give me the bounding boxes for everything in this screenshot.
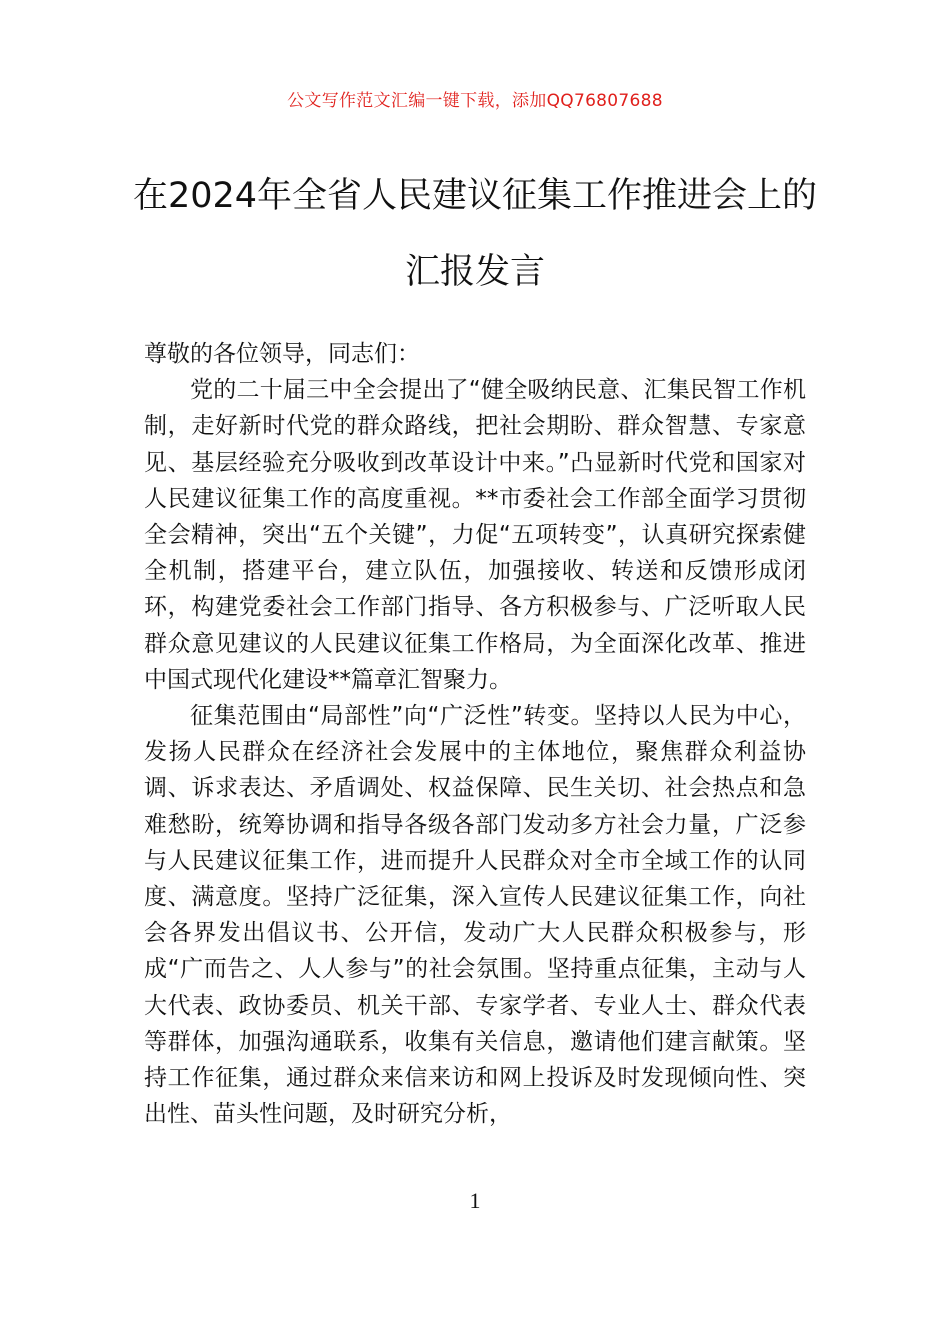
body-paragraph: 征集范围由“局部性”向“广泛性”转变。坚持以人民为中心，发扬人民群众在经济社会发展中的主体地位，聚焦群众利益协调、诉求表达、矛盾调处、权益保障、民生关切、社会热点和急难愁盼，统筹协调和指导各级各部门发动多方社会力量，广泛参与人民建议征集工作，进而提升人民群众对全市全域工作的认同度、满意度。坚持广泛征集，深入宣传人民建议征集工作，向社会各界发出倡议书、公开信，发动广大人民群众积极参与，形成“广而告之、人人参与”的社会氛围。坚持重点征集，主动与人大代表、政协委员、机关干部、专家学者、专业人士、群众代表等群体，加强沟通联系，收集有关信息，邀请他们建言献策。坚持工作征集，通过群众来信来访和网上投诉及时发现倾向性、突出性、苗头性问题，及时研究分析，: [144, 703, 806, 1128]
document-title: 在2024年全省人民建议征集工作推进会上的汇报发言: [132, 176, 818, 292]
salutation: 尊敬的各位领导，同志们：: [144, 341, 420, 367]
page-number: 1: [469, 1188, 481, 1213]
document-body: [144, 336, 806, 1132]
download-promo-note: 公文写作范文汇编一键下载，添加QQ76807688: [287, 91, 663, 111]
body-paragraph: 党的二十届三中全会提出了“健全吸纳民意、汇集民智工作机制，走好新时代党的群众路线，把社会期盼、群众智慧、专家意见、基层经验充分吸收到改革设计中来。”凸显新时代党和国家对人民建议征集工作的高度重视。**市委社会工作部全面学习贯彻全会精神，突出“五个关键”，力促“五项转变”，认真研究探索健全机制，搭建平台，建立队伍，加强接收、转送和反馈形成闭环，构建党委社会工作部门指导、各方积极参与、广泛听取人民群众意见建议的人民建议征集工作格局，为全面深化改革、推进中国式现代化建设**篇章汇智聚力。: [144, 377, 806, 693]
